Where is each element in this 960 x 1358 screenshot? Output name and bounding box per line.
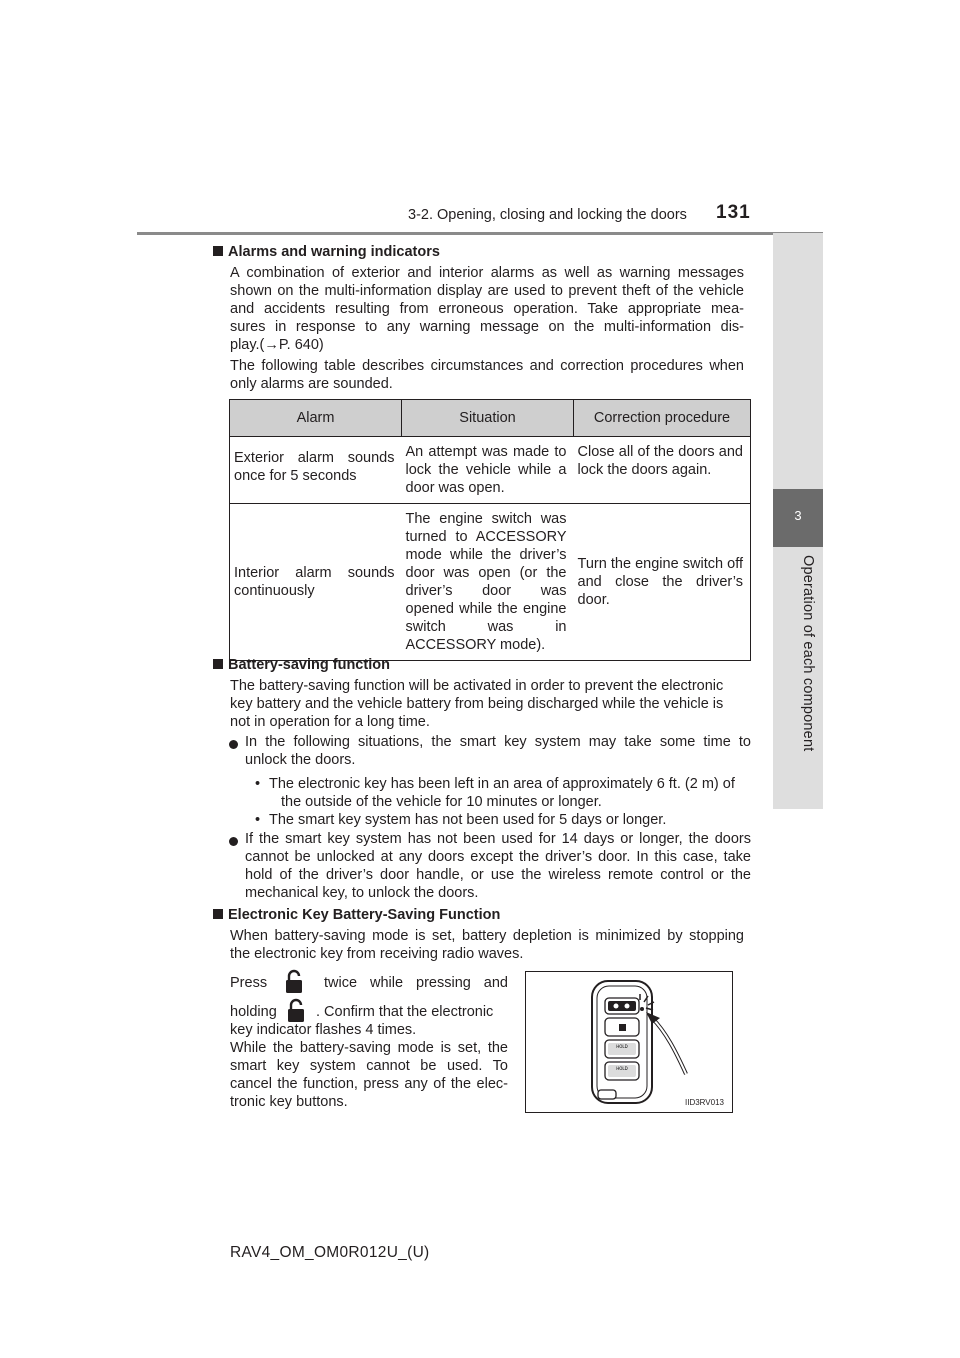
table-row — [230, 437, 751, 504]
text-line: The electronic key has been left in an area of approximately 6 ft. (2 m) of — [269, 776, 735, 792]
sub-bullet-1 — [269, 775, 735, 811]
chapter-number: 3 — [794, 508, 802, 523]
round-bullet-icon — [229, 736, 244, 754]
alarm-table — [229, 399, 751, 661]
text-line: When battery-saving mode is set, battery depletion is minimized by stopping — [230, 928, 744, 944]
text-line: While the battery-saving mode is set, the — [230, 1040, 508, 1056]
text-line: A combination of exterior and interior alarms as well as warning messages — [230, 265, 744, 281]
text-line: The battery-saving function will be activated in order to prevent the electronic — [230, 678, 724, 694]
text-line: play.(→P. 640) — [230, 337, 324, 353]
text-line: hold of the driver’s door handle, or use the wireless remote control or the — [245, 867, 751, 883]
figure-button-label: HOLD — [616, 1044, 628, 1049]
text-line: If the smart key system has not been used for 14 days or longer, the doors — [245, 831, 751, 847]
holding-word: holding — [230, 1004, 277, 1020]
alarms-heading — [213, 244, 440, 260]
page-number: 131 — [716, 202, 751, 223]
text-line: unlock the doors. — [245, 752, 356, 768]
key-intro — [230, 927, 744, 963]
column-header-correction: Correction procedure — [574, 400, 751, 437]
text-line: sures in response to any warning message on the multi-information dis- — [230, 319, 744, 335]
cell-alarm: Exterior alarm sounds once for 5 seconds — [230, 437, 402, 504]
battery-heading-text: Battery-saving function — [228, 657, 390, 673]
cell-correction: Close all of the doors and lock the doors again. — [574, 437, 751, 504]
holding-tail: . Confirm that the electronic — [316, 1004, 494, 1020]
lock-button-icon — [285, 997, 307, 1023]
battery-heading — [213, 657, 390, 673]
round-bullet-icon — [229, 833, 244, 851]
side-tab-top — [773, 233, 823, 489]
smart-key-illustration — [526, 972, 732, 1112]
text-line: In the following situations, the smart key system may take some time to — [245, 734, 751, 750]
text-line: key battery and the vehicle battery from being discharged while the vehicle is — [230, 696, 724, 712]
cell-situation: The engine switch was turned to ACCESSORY mode while the driver’s door was open (or the driver’s door was opened while the engine switch was in ACCESSORY mode). — [402, 504, 574, 661]
section-title: 3-2. Opening, closing and locking the doors — [408, 207, 687, 223]
smart-key-figure — [525, 971, 733, 1113]
text-line: and accidents resulting from erroneous operation. Take appropriate mea- — [230, 301, 744, 317]
text-line: not in operation for a long time. — [230, 714, 430, 730]
text-line: key indicator flashes 4 times. — [230, 1022, 417, 1038]
cell-correction: Turn the engine switch off and close the driver’s door. — [574, 504, 751, 661]
text-line: cancel the function, press any of the elec- — [230, 1076, 508, 1092]
text-line: smart key system cannot be used. To — [230, 1058, 508, 1074]
alarms-para-2 — [230, 357, 744, 393]
sub-bullet-2 — [269, 811, 666, 829]
text-line: The smart key system has not been used for 5 days or longer. — [269, 812, 667, 828]
header-rule — [137, 232, 823, 235]
figure-button-label: HOLD — [616, 1066, 628, 1071]
sub-bullet-marker: • — [255, 812, 261, 828]
alarms-heading-text: Alarms and warning indicators — [228, 244, 440, 260]
sub-bullet-marker: • — [255, 776, 261, 792]
column-header-situation: Situation — [402, 400, 574, 437]
press-word: Press — [230, 975, 268, 991]
text-line: cannot be unlocked at any doors except the driver’s door. In this case, take — [245, 849, 751, 865]
cell-situation: An attempt was made to lock the vehicle while a door was open. — [402, 437, 574, 504]
figure-code: IID3RV013 — [685, 1098, 724, 1107]
text-line: mechanical key, to unlock the doors. — [245, 885, 479, 901]
battery-bullet-2 — [245, 830, 751, 902]
alarms-para-1 — [230, 264, 744, 354]
lock-button-icon — [283, 968, 305, 994]
key-heading-text: Electronic Key Battery-Saving Function — [228, 907, 501, 923]
square-bullet-icon — [213, 246, 223, 256]
text-line: the electronic key from receiving radio waves. — [230, 946, 524, 962]
footer-doc-code: RAV4_OM_OM0R012U_(U) — [230, 1244, 430, 1261]
text-line: only alarms are sounded. — [230, 376, 393, 392]
key-instructions — [230, 1021, 508, 1111]
battery-intro — [230, 677, 723, 731]
column-header-alarm: Alarm — [230, 400, 402, 437]
text-line: tronic key buttons. — [230, 1094, 348, 1110]
text-line: the outside of the vehicle for 10 minutes or longer. — [281, 794, 602, 810]
battery-bullet-1 — [245, 733, 751, 769]
press-tail: twice while pressing and — [324, 975, 508, 991]
text-line: The following table describes circumstances and correction procedures when — [230, 358, 744, 374]
chapter-title: Operation of each component — [800, 555, 816, 752]
square-bullet-icon — [213, 909, 223, 919]
square-bullet-icon — [213, 659, 223, 669]
table-header-row — [230, 400, 751, 437]
cell-alarm: Interior alarm sounds continuously — [230, 504, 402, 661]
key-heading — [213, 907, 500, 923]
table-row — [230, 504, 751, 661]
text-line: shown on the multi-information display are used to prevent theft of the vehicle — [230, 283, 744, 299]
